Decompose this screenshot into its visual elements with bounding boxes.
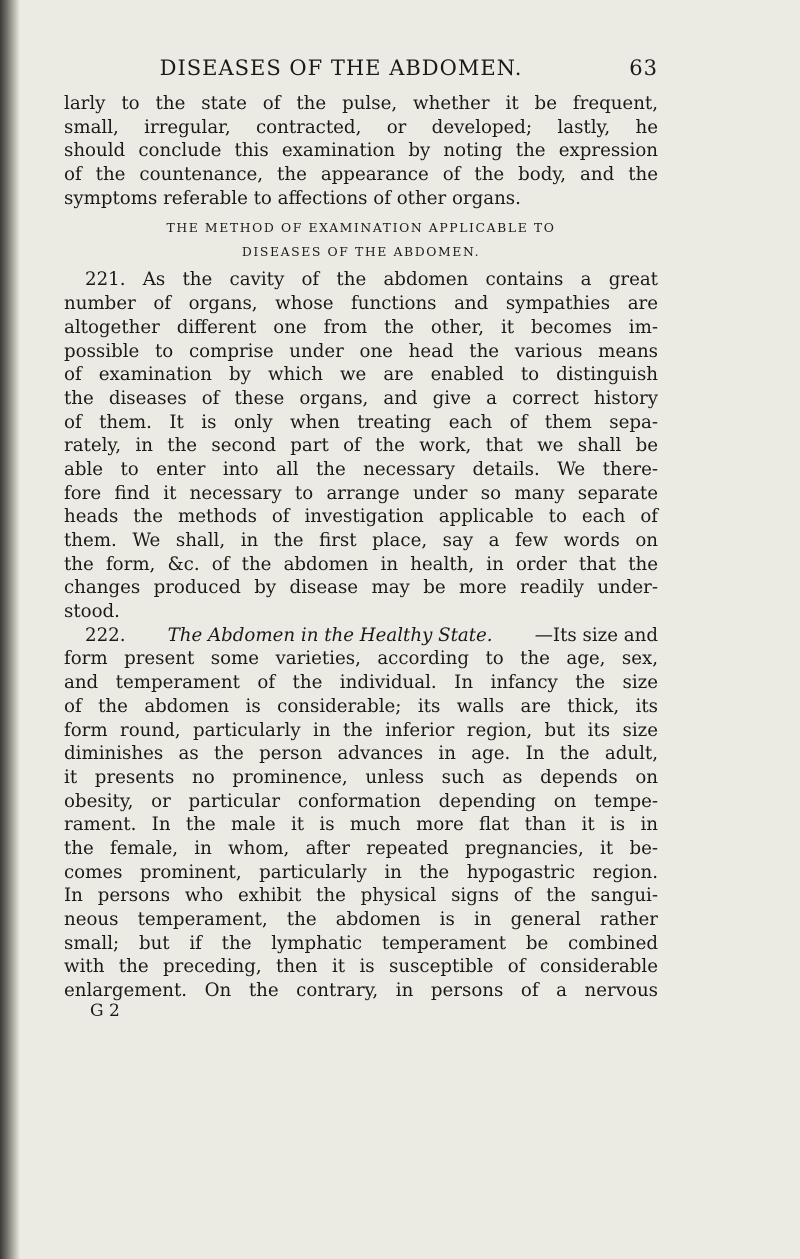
text-line: changes produced by disease may be more readily under- (64, 577, 658, 599)
paragraph-222 (64, 624, 658, 1003)
text-line: able to enter into all the necessary details. We there- (64, 458, 658, 480)
text-line: form present some varieties, according to the age, sex, (64, 648, 658, 670)
text-line: stood. (64, 601, 120, 623)
text-line: In persons who exhibit the physical signs of the sangui- (64, 885, 658, 907)
text-line: comes prominent, particularly in the hypogastric region. (64, 861, 658, 883)
text-line: heads the methods of investigation applicable to each of (64, 506, 658, 528)
text-line: it presents no prominence, unless such as depends on (64, 766, 658, 788)
intro-paragraph (64, 92, 658, 210)
text-line: symptoms referable to affections of other organs. (64, 187, 521, 209)
text-line: the form, &c. of the abdomen in health, in order that the (64, 553, 658, 575)
running-head (64, 56, 658, 92)
text-line: of examination by which we are enabled to distinguish (64, 364, 658, 386)
text-line: number of organs, whose functions and sympathies are (64, 293, 658, 315)
running-head-title: DISEASES OF THE ABDOMEN. (159, 56, 523, 80)
paragraph-221 (64, 268, 658, 623)
page-number: 63 (629, 56, 658, 80)
text-line: neous temperament, the abdomen is in general rather (64, 909, 658, 930)
text-line: form round, particularly in the inferior region, but its size (64, 719, 658, 741)
text-fragment: —Its size and (534, 624, 658, 646)
text-line: the female, in whom, after repeated pregnancies, it be- (64, 837, 658, 859)
text-line: of the abdomen is considerable; its walls are thick, its (64, 695, 658, 717)
section-heading-line: DISEASES OF THE ABDOMEN. (241, 244, 481, 260)
text-line: of the countenance, the appearance of the body, and the (64, 164, 658, 186)
text-line: possible to comprise under one head the various means (64, 340, 658, 362)
book-gutter-shadow (0, 0, 20, 1259)
book-page (64, 56, 658, 1022)
text-line: larly to the state of the pulse, whether it be frequent, (64, 93, 658, 114)
text-line: obesity, or particular conformation depending on tempe- (64, 790, 658, 812)
text-line: rament. In the male it is much more flat than it is in (64, 814, 658, 836)
text-line: with the preceding, then it is susceptible of considerable (64, 956, 658, 978)
paragraph-number: 222. (85, 624, 126, 646)
text-line: 221. As the cavity of the abdomen contains a great (85, 269, 658, 291)
text-line: altogether different one from the other, it becomes im- (64, 316, 658, 338)
text-line: of them. It is only when treating each of them sepa- (64, 411, 658, 433)
text-line: small; but if the lymphatic temperament be combined (64, 932, 658, 954)
text-line: them. We shall, in the first place, say a few words on (64, 530, 658, 551)
text-line: enlargement. On the contrary, in persons of a nervous (64, 980, 658, 1002)
paragraph-heading: The Abdomen in the Healthy State. (167, 624, 493, 646)
signature-mark: G 2 (90, 1000, 120, 1021)
text-line: and temperament of the individual. In infancy the size (64, 672, 658, 694)
text-line: diminishes as the person advances in age. In the adult, (64, 743, 658, 765)
section-heading (64, 216, 658, 264)
text-line: should conclude this examination by noting the expression (64, 140, 658, 162)
text-line: the diseases of these organs, and give a correct history (64, 387, 658, 409)
text-line (64, 624, 658, 648)
section-heading-line: THE METHOD OF EXAMINATION APPLICABLE TO (166, 220, 556, 236)
text-line: rately, in the second part of the work, that we shall be (64, 435, 658, 457)
text-line: fore find it necessary to arrange under so many separate (64, 482, 658, 504)
text-line: small, irregular, contracted, or developed; lastly, he (64, 116, 658, 138)
